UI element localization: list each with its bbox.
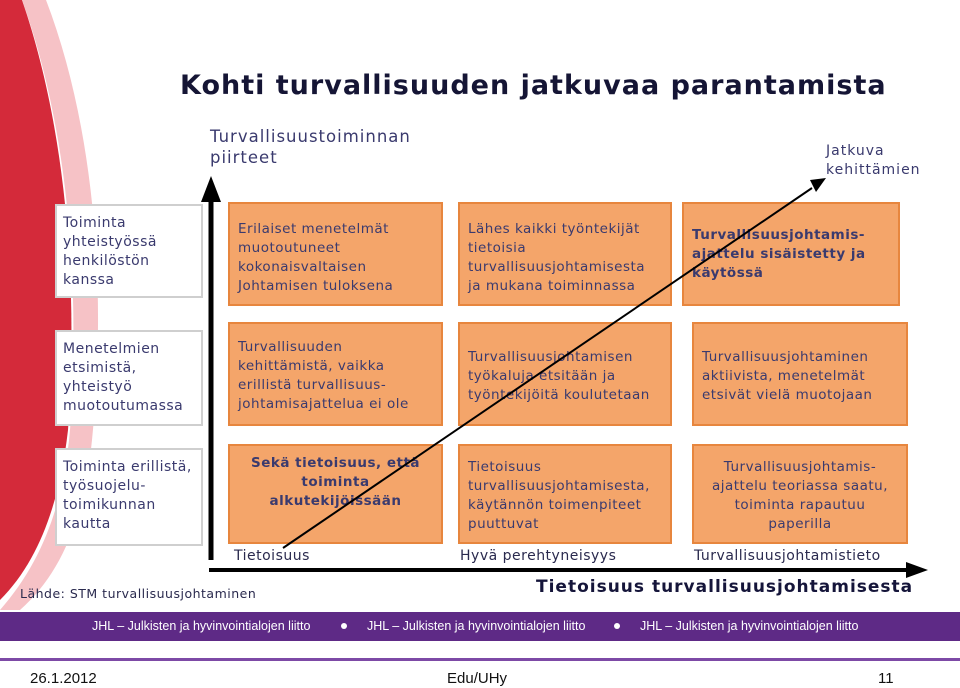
cell-r2-c3: Turvallisuusjohtaminen aktiivista, menetelmät etsivät vielä muotojaan	[692, 322, 908, 426]
cell-r1-c3: Turvallisuusjohtamis-ajattelu sisäistetty ja käytössä	[682, 202, 900, 306]
continuous-improvement-label: Jatkuva kehittämien	[826, 143, 921, 178]
cell-r1-c1: Erilaiset menetelmät muotoutuneet kokonaisvaltaisen Johtamisen tuloksena	[228, 202, 443, 306]
footer-item-2: JHL – Julkisten ja hyvinvointialojen liitto	[367, 619, 586, 633]
row-label-3: Toiminta erillistä, työsuojelu-toimikunnan kautta	[55, 448, 203, 546]
improvement-diagonal-arrow	[283, 188, 812, 548]
cell-r3-c3: Turvallisuusjohtamis-ajattelu teoriassa saatu, toiminta rapautuu paperilla	[692, 444, 908, 544]
cell-r3-c2: Tietoisuus turvallisuusjohtamisesta, käytännön toimenpiteet puuttuvat	[458, 444, 672, 544]
row-label-1: Toiminta yhteistyössä henkilöstön kanssa	[55, 204, 203, 298]
page-title: Kohti turvallisuuden jatkuvaa parantamista	[180, 70, 887, 101]
slide-date: 26.1.2012	[30, 670, 97, 687]
y-axis-label: Turvallisuustoiminnan piirteet	[210, 127, 411, 167]
cell-r3-c1: Sekä tietoisuus, että toiminta alkutekijöissään	[228, 444, 443, 544]
x-axis-title: Tietoisuus turvallisuusjohtamisesta	[536, 577, 914, 597]
improvement-arrowhead	[810, 178, 826, 192]
cell-r2-c1: Turvallisuuden kehittämistä, vaikka erillistä turvallisuus-johtamisajattelua ei ole	[228, 322, 443, 426]
slide-page-number: 11	[878, 670, 894, 687]
source-note: Lähde: STM turvallisuusjohtaminen	[20, 586, 257, 601]
x-tick-good-familiarity: Hyvä perehtyneisyys	[460, 548, 617, 564]
cell-r1-c2: Lähes kaikki työntekijät tietoisia turvallisuusjohtamisesta ja mukana toiminnassa	[458, 202, 672, 306]
bottom-divider	[0, 658, 960, 661]
x-tick-awareness: Tietoisuus	[234, 548, 310, 564]
row-label-2: Menetelmien etsimistä, yhteistyö muotoutumassa	[55, 330, 203, 426]
footer-item-3: JHL – Julkisten ja hyvinvointialojen liitto	[640, 619, 859, 633]
x-tick-safety-knowledge: Turvallisuusjohtamistieto	[694, 548, 881, 564]
footer-item-1: JHL – Julkisten ja hyvinvointialojen liitto	[92, 619, 311, 633]
cell-r2-c2: Turvallisuusjohtamisen työkaluja etsitään ja työntekijöitä koulutetaan	[458, 322, 672, 426]
slide-author: Edu/UHy	[447, 670, 508, 687]
footer-separator-dot	[341, 623, 347, 629]
footer-separator-dot	[614, 623, 620, 629]
